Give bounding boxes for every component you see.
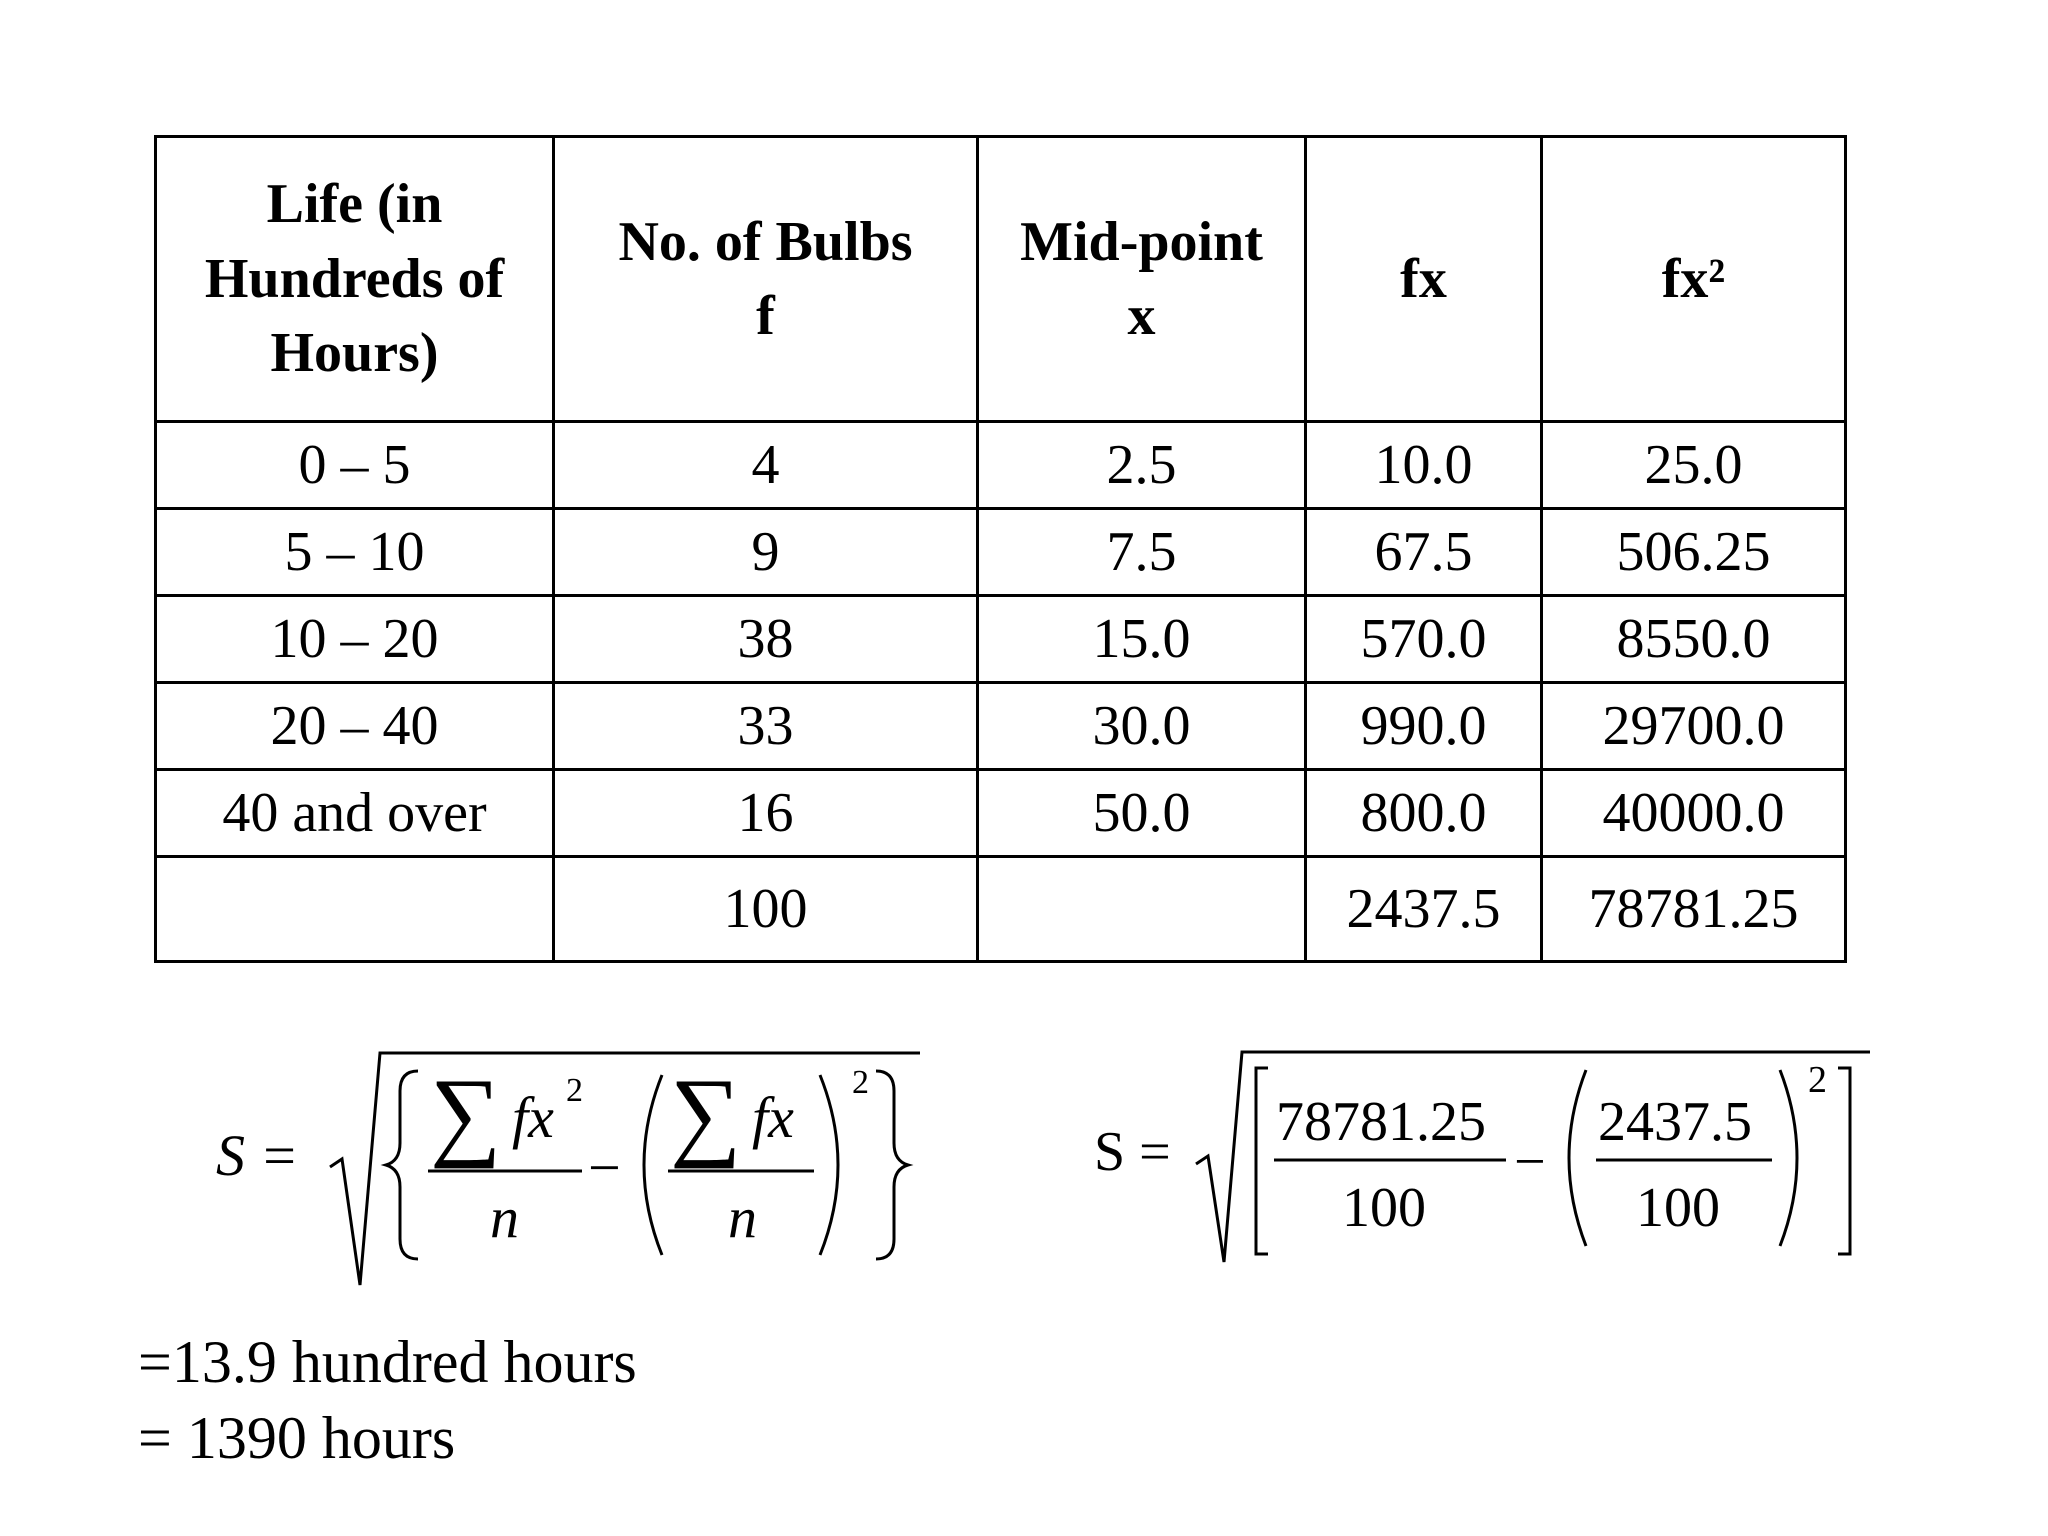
header-line: Hundreds of [204,247,505,310]
total-cell [156,857,554,962]
total-cell [978,857,1306,962]
table-cell: 2.5 [978,422,1306,509]
value-left-paren [1569,1070,1586,1246]
table-cell: 16 [554,770,978,857]
table-cell: 990.0 [1306,683,1542,770]
value-right-paren [1780,1070,1797,1246]
value-outer-exponent: 2 [1808,1059,1827,1101]
result-hundred-hours: =13.9 hundred hours [138,1329,637,1395]
result-hours: = 1390 hours [138,1405,456,1471]
total-cell: 100 [554,857,978,962]
table-cell: 9 [554,509,978,596]
formula-values-lhs: S = [1094,1121,1171,1183]
table-row [156,770,1846,857]
table-cell: 30.0 [978,683,1306,770]
header-life [156,137,554,422]
left-paren [644,1075,662,1255]
right-paren [820,1075,838,1255]
value-minus-sign: − [1514,1131,1546,1193]
table-cell: 38 [554,596,978,683]
value-denominator-1: 100 [1342,1177,1426,1239]
table-row [156,422,1846,509]
table-cell: 4 [554,422,978,509]
table-cell: 50.0 [978,770,1306,857]
table-total-row [156,857,1846,962]
table-cell: 33 [554,683,978,770]
header-fx [1306,137,1542,422]
table-header-row [156,137,1846,422]
table-cell: 7.5 [978,509,1306,596]
table-cell: 5 – 10 [156,509,554,596]
header-line: fx [1400,247,1447,310]
table-body [156,422,1846,962]
header-line: f [756,285,775,347]
header-line: x [1127,285,1156,347]
table-cell: 15.0 [978,596,1306,683]
header-line: No. of Bulbs [618,210,913,273]
header-no-of-bulbs [554,137,978,422]
header-line: Life (in [266,173,443,236]
header-mid-point [978,137,1306,422]
table-row [156,596,1846,683]
term1-denominator: n [490,1185,519,1250]
header-line: fx² [1661,247,1726,310]
table-cell: 10.0 [1306,422,1542,509]
value-numerator-1: 78781.25 [1276,1091,1486,1153]
total-cell: 78781.25 [1542,857,1846,962]
minus-sign: − [588,1135,621,1200]
outer-exponent: 2 [852,1064,869,1101]
right-bracket [1838,1068,1850,1254]
term1-numerator: fx [512,1085,554,1150]
std-dev-formula-general [200,1035,940,1295]
table-cell: 506.25 [1542,509,1846,596]
table-cell: 40000.0 [1542,770,1846,857]
sigma-symbol-2: ∑ [670,1058,742,1169]
table-cell: 67.5 [1306,509,1542,596]
total-cell: 2437.5 [1306,857,1542,962]
sigma-symbol: ∑ [430,1058,502,1169]
value-numerator-2: 2437.5 [1598,1091,1752,1153]
left-bracket [1256,1068,1268,1254]
header-line: Mid-point [1020,210,1263,273]
table-cell: 25.0 [1542,422,1846,509]
table-cell: 10 – 20 [156,596,554,683]
table-cell: 40 and over [156,770,554,857]
table-row [156,509,1846,596]
value-denominator-2: 100 [1636,1177,1720,1239]
radical-sign [330,1053,920,1285]
table-cell: 800.0 [1306,770,1542,857]
term2-numerator: fx [752,1085,794,1150]
term2-denominator: n [728,1185,757,1250]
std-dev-formula-values [1090,1040,1890,1280]
table-cell: 20 – 40 [156,683,554,770]
table-cell: 8550.0 [1542,596,1846,683]
header-fx2 [1542,137,1846,422]
table-cell: 29700.0 [1542,683,1846,770]
table-cell: 570.0 [1306,596,1542,683]
table-row [156,683,1846,770]
frequency-table [154,135,1847,963]
left-brace [386,1071,418,1259]
formula-lhs: S = [216,1123,299,1188]
term1-numerator-exponent: 2 [566,1072,583,1109]
header-line: Hours) [270,322,439,385]
table-cell: 0 – 5 [156,422,554,509]
right-brace [876,1071,908,1259]
